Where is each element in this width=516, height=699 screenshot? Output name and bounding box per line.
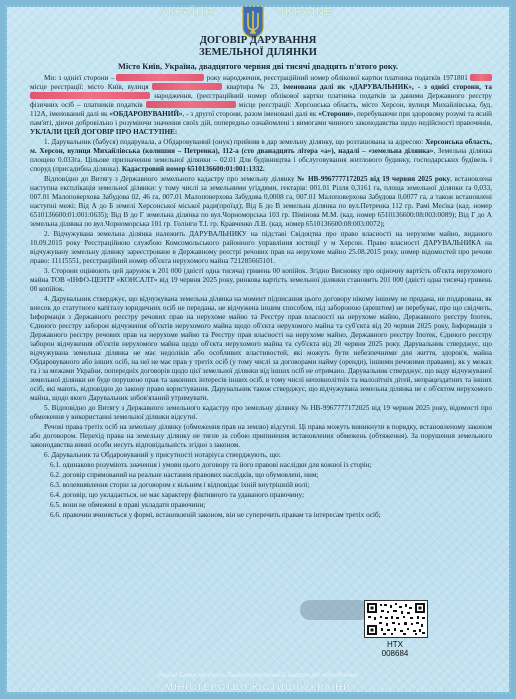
clause-1-extract: Відповідно до Витягу з Державного земельного кадастру про земельну ділянку № НВ-9967777172025 від 19 червня 2025 року, встановлена наступна експлікація земельної ділянки: у тому числі за земельними угіддями, гектарів: 001.01 Рілля 0,3161 га, площа земельної ділянки га 0,033, 007.01 Малоповерхова Забудова 02, 46 га, 007.01 Малоповерхова Забудова 0,0008 га, 007.01 Малоповерхова Забудова 0,0077 га, а також встановлені наступні межі: Від А до Б земелі Херсонської міської ради(проїзд); Від Б до В земельна ділянка по вул.Петренка 112 гр. Рамі Месіка (кад. номер 6510136600:01:001:0635); Від В до Г земельна ділянка по вул.Чорноморська 103 гр. Пімінова М.М. (кад. номер 6510136600:08:003:0089); Від Г до А земельна ділянка по вул.Чорноморська 101 гр. Голінги Т.І. гр. Кравченко Л.В. (кад. номер 6510136600:08:003:0072);: [30, 175, 493, 228]
clause-6-6: 6.6. правочин вчиняється у формі, встановленій законом, він не суперечить правам та інтересам третіх осіб;: [50, 511, 381, 519]
clause-5: 5. Відповідно до Витягу з Державного земельного кадастру про земельну ділянку № НВ-9967777172025 від 19 червня 2025 року, відомості про обмеження у використанні земельної ділянки відсутні.: [30, 404, 492, 421]
redacted-donee-name: [30, 92, 150, 99]
redacted-donee-tax-number: [146, 101, 236, 108]
qr-code-icon: [364, 600, 428, 638]
blank-serial: [364, 640, 426, 658]
clause-6: 6. Дарувальник та Обдаровуваний у присутності нотаріуса стверджують, що:: [44, 451, 281, 459]
clause-3: 3. Сторони оцінюють цей дарунок в 201 000 (двісті одна тисяча) гривень 00 копійок. Згідно Висновку про оціночну вартість об'єкта нерухомого майна ТОВ «ІНФО-ЦЕНТР «КОНСАЛТ» від 19 червня 2025 року, ринкова вартість земельної ділянки становить 201 000 (двісті одна тисяча) гривень 00 копійок.: [30, 267, 492, 293]
redacted-donor-name: [116, 74, 204, 81]
anti-forgery-notice: Увага! Бланк містить багатоступеневий захист від підроблення: [158, 672, 358, 679]
clause-6-2: 6.2. договір спрямований на реальне настання правових наслідків, що обумовлені, ним;: [50, 471, 319, 479]
header-word-ukraine-ua: УКРАЇНА: [160, 6, 214, 18]
document-title-line1: ДОГОВІР ДАРУВАННЯ: [199, 35, 317, 46]
place-and-date: Місто Київ, Україна, двадцятого червня дві тисячі двадцять п'ятого року.: [118, 62, 398, 71]
coat-of-arms-icon: [240, 3, 266, 39]
blank-number: 008684: [381, 649, 409, 658]
redacted-tax-number: [470, 74, 492, 81]
clause-5-rights: Речові права третіх осіб на земельну ділянку (обмеження прав на землю) відсутні. Ці права можуть виникнути в порядку, встановленому законом або договором. Перехід права на земельну ділянку не тягне за собою припинення встановлених обмежень (обтяження). За порушення земельного законодавства винні особи несуть відповідальність згідно з законом.: [30, 423, 492, 449]
clause-4: 4. Дарувальник стверджує, що відчужувана земельна ділянка на момент підписання цього договору нікому іншому не продана, не подарована, як внесок до статутного капіталу юридичних осіб не передана, не відчужена іншим способом, під забороною (арештом) не перебуває, про що свідчить, Інформація з Державного реєстру речових прав на нерухоме майно та Реєстру прав власності на нерухоме майно, Державного реєстру Іпотек, Єдиного реєстру заборон відчуження об'єктів нерухомого майна щодо об'єкта нерухомого майна та суб'єкта від 20 червня 2025 року, Інформація з Державного реєстру речових прав на нерухоме майно та Реєстру прав власності на нерухоме майно, Державного реєстру Іпотек, Єдиного реєстру заборон відчуження об'єктів нерухомого майна щодо об'єкта нерухомого майна та суб'єкта від 20 червня 2025 року. Дарувальник стверджує, що відчужувана земельна ділянка не має недоліків або особливих властивостей, які можуть бути небезпечними для життя, здоров'я, майна Обдаровуваного або інших осіб, на неї не має прав у третіх осіб (у тому числі за договорами найму (оренди), іншими речовими правами), як у межах та і за межами України, попередніх договорів щодо цієї земельної ділянки від інших осіб не отримано. Дарувальник стверджує, що ваду відчужуваної земельної ділянки не буде порушено прав та законних інтересів інших осіб, в тому числі неповнолітніх та малолітніх дітей, непрацездатних та інших осіб, які мають, відповідно до закону право користування. Дарувальник також стверджує, що відчужувана земельна ділянка не є об'єктом нерухомого майна, щодо якого Дарувальник зобов'язаний утримувати.: [30, 295, 492, 402]
clause-1: 1. Дарувальник (бабуся) подарувала, а Обдаровуваний (онук) прийняв в дар земельну ділянку, що розташована за адресою: Херсонська область, м. Херсон, вулиця Михайлівська (колишня – Петренка), 112-а (сто дванадцять літера «а»), надалі – «земельна ділянка», Земельна ділянка площею 0.033га. Цільове призначення земельної ділянки – 02.01 Для будівництва і обслуговування житлового будинку, господарських будівель і споруд (присадибна ділянка). Кадастровий номер 6510136600:01:001:1332.: [30, 138, 493, 173]
parties-paragraph: Ми: з однієї сторони – року народження, реєстраційний номер облікової картки платника податків 1971801 місце реєстрації: місто Київ, вулиця квартира № 23, іменована далі як «ДАРУВАЛЬНИК», - з однієї сторони, та народження, (реєстраційний номер облікової картки платника податків за даними Державного реєстру фізичних осіб – платників податків місце реєстрації: Херсонська область, місто Херсон, вулиця Михайлівська, буд. 112А, іменований далі як «ОБДАРОВУВАНИЙ», - з другої сторони, разом іменовані далі як «Сторони», перебуваючи при здоровому розумі та ясній пам'яті, діючи добровільно і розуміючи значення своїх дій, попередньо ознайомлені з вимогами чинного законодавства щодо недійсності правочинів, УКЛАЛИ ЦЕЙ ДОГОВІР ПРО НАСТУПНЕ:: [30, 74, 493, 136]
clause-6-5: 6.5. вони не обмежені в праві укладати правочини;: [50, 501, 206, 509]
clause-6-3: 6.3. волевиявлення сторін за договором є вільним і відповідає їхній внутрішній волі;: [50, 481, 310, 489]
document-title-line2: ЗЕМЕЛЬНОЇ ДІЛЯНКИ: [199, 47, 317, 58]
clause-2: 2. Відчужувана земельна ділянка належить ДАРУВАЛЬНИКУ на підставі Свідоцтва про право власності на нерухоме майно, виданого 10.09.2015 року Реєстраційною службою Комсомольського районного управління юстиції у м Херсон. Право власності ДАРУВАЛЬНИКА на відчужувану земельну ділянку зареєстроване в Державному реєстрі речових прав на нерухоме майно 25.08.2015 року, номер відомостей про речове право: 11115551, реєстраційний номер об'єкта нерухомого майна 721285665101.: [30, 230, 492, 265]
redacted-street: [152, 83, 222, 90]
contract-body: [30, 74, 492, 521]
clause-6-4: 6.4. договір, що укладається, не має характеру фіктивного та удаваного правочину;: [50, 491, 305, 499]
ministry-of-justice-label: МІНІСТЕРСТВО ЮСТИЦІЇ УКРАЇНИ: [164, 682, 352, 693]
clause-6-1: 6.1. одинаково розуміють значення і умови цього договору та його правові наслідки для кожної із сторін;: [50, 461, 372, 469]
header-word-ukraine-en: UKRAINE: [276, 6, 334, 18]
blank-header: [0, 3, 516, 51]
document-title: [0, 35, 516, 59]
cadastral-number: Кадастровий номер 6510136600:01:001:1332.: [121, 165, 265, 173]
blank-series: НТХ: [387, 640, 403, 649]
signature-smudge: [300, 600, 370, 620]
